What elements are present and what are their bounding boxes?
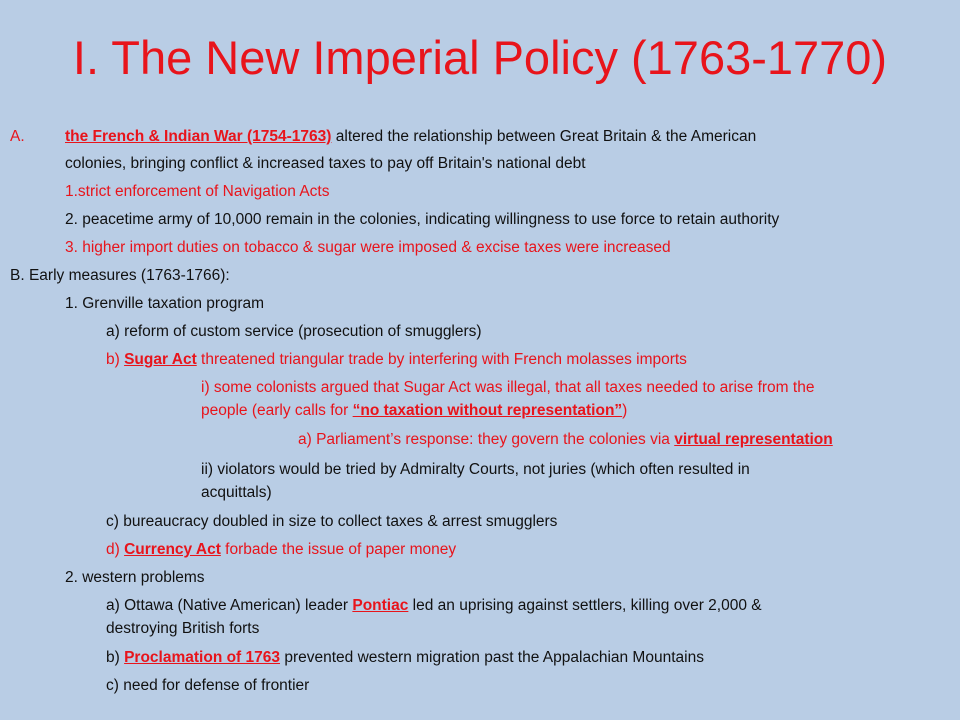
section-b-heading: B. Early measures (1763-1766): — [10, 267, 230, 284]
proclamation-prefix: b) — [106, 649, 125, 666]
item-custom-service: a) reform of custom service (prosecution of smugglers) — [106, 323, 482, 340]
sugar-act-prefix: b) — [106, 351, 125, 368]
sugar-act-subitem-ii-line-1: ii) violators would be tried by Admiralty Courts, not juries (which often resulted in — [201, 461, 750, 478]
virtual-representation-term: virtual representation — [674, 431, 833, 448]
section-a-item-1: 1.strict enforcement of Navigation Acts — [65, 183, 330, 200]
subitem-i-text: people (early calls for — [201, 402, 353, 419]
sugar-act-term: Sugar Act — [124, 351, 197, 368]
grenville-program: 1. Grenville taxation program — [65, 295, 265, 312]
sugar-act-subitem-ii-line-2: acquittals) — [201, 484, 272, 501]
item-frontier-defense: c) need for defense of frontier — [106, 677, 310, 694]
pontiac-line-1 — [106, 595, 762, 617]
currency-act-prefix: d) — [106, 541, 125, 558]
currency-act-term: Currency Act — [124, 541, 221, 558]
pontiac-term: Pontiac — [352, 597, 409, 614]
pontiac-text-2: led an uprising against settlers, killing over 2,000 & — [408, 597, 762, 614]
item-bureaucracy: c) bureaucracy doubled in size to collect taxes & arrest smugglers — [106, 513, 558, 530]
currency-act-text: forbade the issue of paper money — [220, 541, 457, 558]
sugar-act-subitem-i-line-1: i) some colonists argued that Sugar Act was illegal, that all taxes needed to arise from the — [201, 379, 815, 396]
proclamation-text: prevented western migration past the Appalachian Mountains — [280, 649, 704, 666]
subitem-i-close: ) — [622, 402, 628, 419]
item-currency-act — [106, 539, 456, 561]
item-proclamation — [106, 647, 704, 669]
slide-title: I. The New Imperial Policy (1763-1770) — [72, 31, 888, 84]
pontiac-text-1: a) Ottawa (Native American) leader — [106, 597, 353, 614]
parliament-response-text: a) Parliament’s response: they govern the colonies via — [298, 431, 675, 448]
item-sugar-act — [106, 349, 687, 371]
french-indian-war-term: the French & Indian War (1754-1763) — [65, 128, 332, 145]
section-a-line-1 — [65, 126, 756, 148]
section-a-item-2: 2. peacetime army of 10,000 remain in the colonies, indicating willingness to use force to retain authority — [65, 211, 780, 228]
pontiac-line-2: destroying British forts — [106, 620, 260, 637]
proclamation-term: Proclamation of 1763 — [124, 649, 281, 666]
section-a-item-3: 3. higher import duties on tobacco & sugar were imposed & excise taxes were increased — [65, 239, 671, 256]
section-a-text-1: altered the relationship between Great Britain & the American — [331, 128, 757, 145]
sugar-act-subitem-i-line-2 — [201, 400, 627, 422]
western-problems: 2. western problems — [65, 569, 205, 586]
sugar-act-text: threatened triangular trade by interfering with French molasses imports — [196, 351, 687, 368]
section-a-line-2: colonies, bringing conflict & increased taxes to pay off Britain's national debt — [65, 155, 586, 172]
parliament-response — [298, 429, 833, 451]
section-a-marker: A. — [10, 128, 25, 145]
no-taxation-term: “no taxation without representation” — [352, 402, 623, 419]
